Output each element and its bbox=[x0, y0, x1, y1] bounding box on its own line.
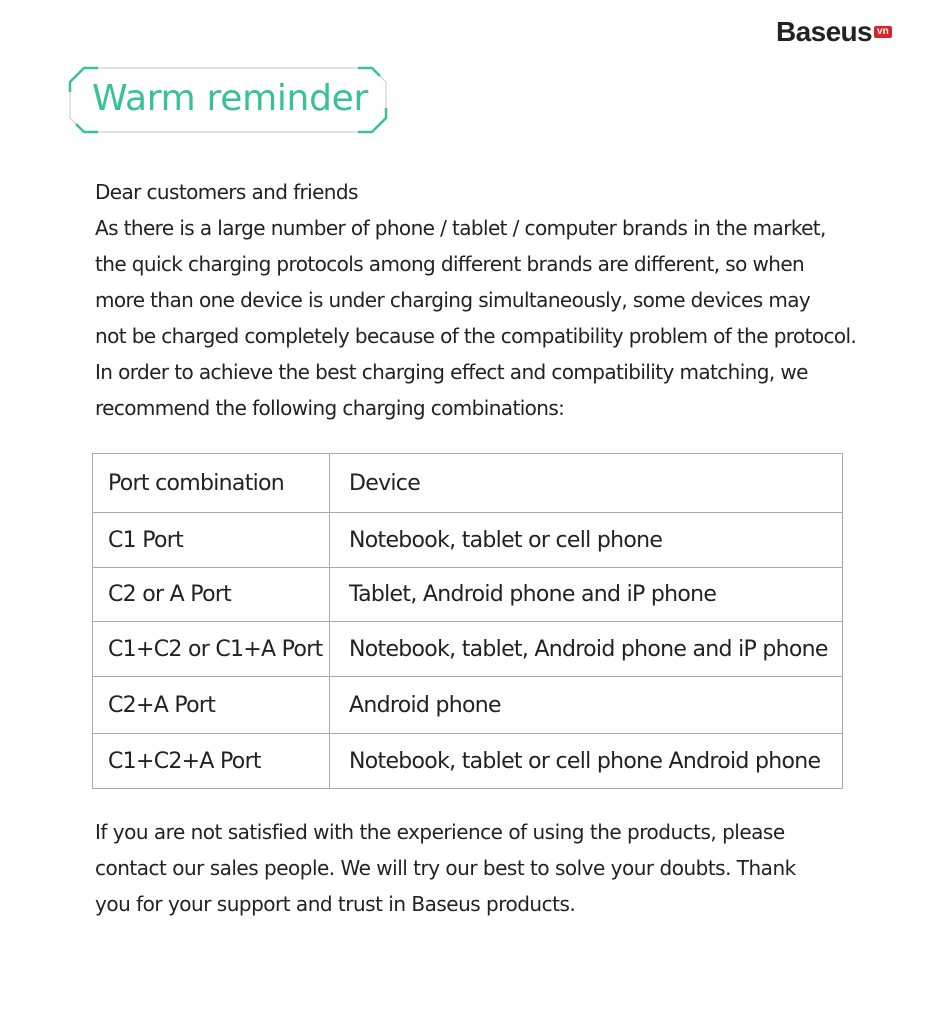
table-row bbox=[93, 734, 843, 789]
device-cell: Android phone bbox=[330, 677, 843, 734]
intro-line: In order to achieve the best charging effect and compatibility matching, we bbox=[95, 360, 808, 384]
intro-line: not be charged completely because of the compatibility problem of the protocol. bbox=[95, 324, 857, 348]
charging-combinations-table bbox=[92, 453, 843, 789]
port-cell: C1+C2 or C1+A Port bbox=[93, 622, 330, 677]
table-header-row bbox=[93, 454, 843, 513]
table-row bbox=[93, 568, 843, 622]
device-cell: Notebook, tablet or cell phone bbox=[330, 513, 843, 568]
port-cell: C1 Port bbox=[93, 513, 330, 568]
header-device: Device bbox=[330, 454, 843, 513]
device-cell: Notebook, tablet or cell phone Android phone bbox=[330, 734, 843, 789]
table-row bbox=[93, 622, 843, 677]
intro-line: Dear customers and friends bbox=[95, 180, 358, 204]
outro-line: contact our sales people. We will try our best to solve your doubts. Thank bbox=[95, 856, 796, 880]
header-port-combination: Port combination bbox=[93, 454, 330, 513]
brand-region-tag: vn bbox=[874, 26, 892, 38]
brand-name: Baseus bbox=[776, 16, 873, 47]
outro-line: you for your support and trust in Baseus products. bbox=[95, 892, 576, 916]
intro-line: recommend the following charging combinations: bbox=[95, 396, 565, 420]
intro-line: As there is a large number of phone / tablet / computer brands in the market, bbox=[95, 216, 826, 240]
table-row bbox=[93, 677, 843, 734]
device-cell: Notebook, tablet, Android phone and iP phone bbox=[330, 622, 843, 677]
intro-line: the quick charging protocols among different brands are different, so when bbox=[95, 252, 805, 276]
intro-line: more than one device is under charging simultaneously, some devices may bbox=[95, 288, 811, 312]
port-cell: C1+C2+A Port bbox=[93, 734, 330, 789]
port-cell: C2+A Port bbox=[93, 677, 330, 734]
table-row bbox=[93, 513, 843, 568]
brand-logo bbox=[776, 16, 892, 48]
intro-paragraph bbox=[95, 174, 895, 426]
title-banner bbox=[68, 66, 388, 134]
port-cell: C2 or A Port bbox=[93, 568, 330, 622]
page-title: Warm reminder bbox=[92, 78, 368, 119]
outro-line: If you are not satisfied with the experience of using the products, please bbox=[95, 820, 785, 844]
closing-paragraph bbox=[95, 814, 895, 922]
device-cell: Tablet, Android phone and iP phone bbox=[330, 568, 843, 622]
